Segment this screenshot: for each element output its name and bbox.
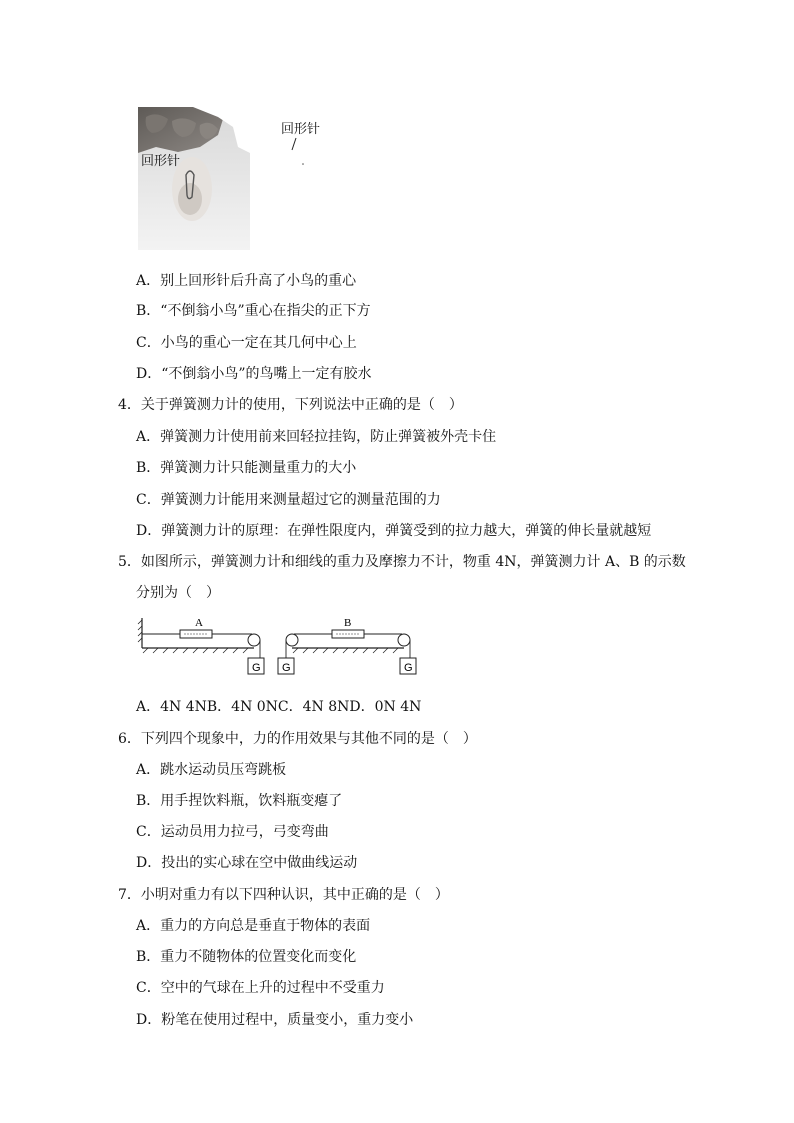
pulley-left bbox=[248, 634, 260, 646]
q5-stem-line2: 分别为（ ） bbox=[136, 585, 220, 601]
q6-option-a: A．跳水运动员压弯跳板 bbox=[136, 762, 287, 778]
q5-options: A．4N 4NB．4N 0NC．4N 8ND．0N 4N bbox=[136, 699, 422, 715]
q6-option-b: B．用手捏饮料瓶，饮料瓶变瘪了 bbox=[136, 793, 343, 809]
q3-option-d: D．“不倒翁小鸟”的鸟嘴上一定有胶水 bbox=[136, 366, 372, 382]
q3-option-a: A．别上回形针后升高了小鸟的重心 bbox=[136, 273, 357, 289]
pulley-right-b bbox=[398, 634, 410, 646]
q3-option-b: B．“不倒翁小鸟”重心在指尖的正下方 bbox=[136, 303, 371, 319]
q7-option-b: B．重力不随物体的位置变化而变化 bbox=[136, 949, 357, 965]
weight-label-right: G bbox=[404, 662, 413, 674]
q4-option-c: C．弹簧测力计能用来测量超过它的测量范围的力 bbox=[136, 492, 441, 508]
q6-option-c: C．运动员用力拉弓，弓变弯曲 bbox=[136, 824, 329, 840]
q6-option-d: D．投出的实心球在空中做曲线运动 bbox=[136, 855, 358, 871]
scale-a-label: A bbox=[195, 617, 203, 629]
weight-label-left: G bbox=[252, 662, 261, 674]
q6-stem: 6．下列四个现象中，力的作用效果与其他不同的是（ ） bbox=[118, 731, 477, 747]
paperclip-label-right: 回形针 bbox=[281, 122, 321, 137]
q4-option-b: B．弹簧测力计只能测量重力的大小 bbox=[136, 460, 357, 476]
q3-option-c: C．小鸟的重心一定在其几何中心上 bbox=[136, 335, 357, 351]
bird-photo bbox=[138, 107, 250, 250]
q7-option-c: C．空中的气球在上升的过程中不受重力 bbox=[136, 980, 385, 996]
paperclip-label-left: 回形针 bbox=[141, 154, 181, 169]
scale-b-label: B bbox=[344, 617, 352, 629]
q4-option-a: A．弹簧测力计使用前来回轻拉挂钩，防止弹簧被外壳卡住 bbox=[136, 429, 497, 445]
weight-label-middle: G bbox=[282, 662, 291, 674]
spring-scale-diagram bbox=[138, 612, 423, 682]
q4-option-d: D．弹簧测力计的原理：在弹性限度内，弹簧受到的拉力越大，弹簧的伸长量就越短 bbox=[136, 523, 652, 539]
paperclip-pointer-line bbox=[290, 136, 310, 170]
q4-stem: 4．关于弹簧测力计的使用，下列说法中正确的是（ ） bbox=[118, 397, 463, 413]
q7-stem: 7．小明对重力有以下四种认识，其中正确的是（ ） bbox=[118, 887, 449, 903]
q5-stem-line1: 5．如图所示，弹簧测力计和细线的重力及摩擦力不计，物重 4N，弹簧测力计 A、B 的示数 bbox=[118, 554, 686, 570]
pulley-right-a bbox=[286, 634, 298, 646]
q7-option-a: A．重力的方向总是垂直于物体的表面 bbox=[136, 918, 371, 934]
q7-option-d: D．粉笔在使用过程中，质量变小，重力变小 bbox=[136, 1012, 414, 1028]
